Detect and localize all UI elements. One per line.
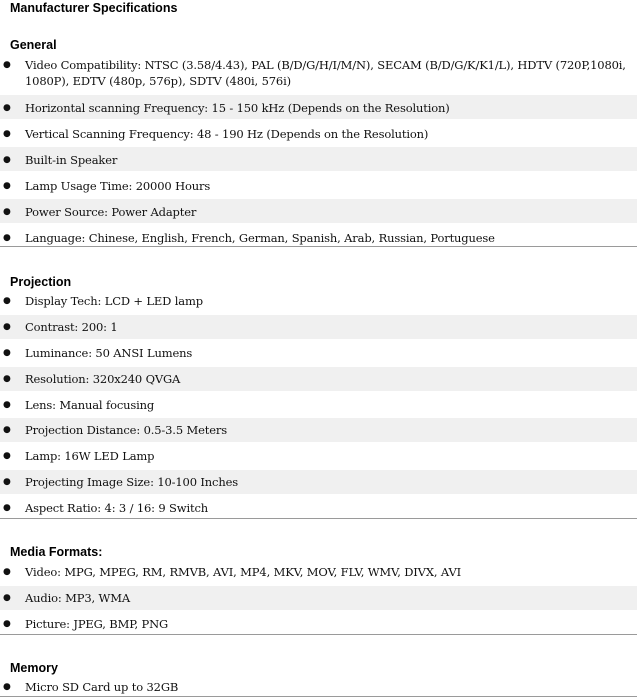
spec-item: [0, 199, 637, 223]
spec-item-text: Vertical Scanning Frequency: 48 - 190 Hz (Depends on the Resolution): [25, 127, 429, 141]
bullet-icon: ●: [3, 477, 11, 487]
spec-item-text: Projecting Image Size: 10-100 Inches: [25, 475, 238, 489]
spec-item-text: Resolution: 320x240 QVGA: [25, 372, 181, 386]
section-divider: [0, 634, 637, 635]
section-heading-media-formats: Media Formats:: [10, 545, 103, 559]
bullet-icon: ●: [3, 129, 11, 139]
bullet-icon: ●: [3, 296, 11, 306]
spec-item: [0, 95, 637, 119]
bullet-icon: ●: [3, 425, 11, 435]
spec-item: [0, 393, 637, 417]
spec-item-text: Luminance: 50 ANSI Lumens: [25, 346, 193, 360]
spec-item: [0, 444, 637, 468]
spec-item-text: Projection Distance: 0.5-3.5 Meters: [25, 423, 227, 437]
spec-item-text: Language: Chinese, English, French, German, Spanish, Arab, Russian, Portuguese: [25, 231, 495, 245]
spec-item-text: Video: MPG, MPEG, RM, RMVB, AVI, MP4, MKV, MOV, FLV, WMV, DIVX, AVI: [25, 565, 462, 579]
spec-item-text: Picture: JPEG, BMP, PNG: [25, 617, 169, 631]
bullet-icon: ●: [3, 60, 11, 70]
spec-item-text: Power Source: Power Adapter: [25, 205, 197, 219]
section-divider: [0, 696, 637, 697]
bullet-icon: ●: [3, 374, 11, 384]
spec-item: [0, 315, 637, 339]
spec-item: [0, 121, 637, 145]
bullet-icon: ●: [3, 155, 11, 165]
bullet-icon: ●: [3, 567, 11, 577]
section-divider: [0, 246, 637, 247]
bullet-icon: ●: [3, 103, 11, 113]
spec-item: [0, 612, 637, 633]
bullet-icon: ●: [3, 593, 11, 603]
spec-item-text: Lens: Manual focusing: [25, 398, 155, 412]
section-heading-general: General: [10, 38, 57, 52]
spec-item: [0, 470, 637, 494]
spec-item-text: Lamp: 16W LED Lamp: [25, 449, 155, 463]
spec-item: [0, 586, 637, 610]
spec-item: [0, 367, 637, 391]
spec-item: [0, 677, 637, 695]
bullet-icon: ●: [3, 682, 11, 692]
spec-item: [0, 147, 637, 171]
spec-item: [0, 173, 637, 197]
section-heading-memory: Memory: [10, 661, 58, 675]
spec-item-text: Contrast: 200: 1: [25, 320, 118, 334]
spec-item: [0, 289, 637, 313]
bullet-icon: ●: [3, 503, 11, 513]
page-title: Manufacturer Specifications: [10, 1, 178, 15]
bullet-icon: ●: [3, 451, 11, 461]
section-divider: [0, 518, 637, 519]
spec-item: [0, 560, 637, 584]
spec-item-text: Audio: MP3, WMA: [25, 591, 130, 605]
bullet-icon: ●: [3, 233, 11, 243]
spec-item-text: Video Compatibility: NTSC (3.58/4.43), PAL (B/D/G/H/I/M/N), SECAM (B/D/G/K/K1/L), HDTV (720P,1080i, 1080P), EDTV (480p, 576p), SDTV (480i, 576i): [25, 58, 626, 88]
spec-item-text: Aspect Ratio: 4: 3 / 16: 9 Switch: [25, 501, 209, 515]
spec-item: [0, 225, 637, 245]
spec-item-text: Horizontal scanning Frequency: 15 - 150 kHz (Depends on the Resolution): [25, 101, 450, 115]
section-heading-projection: Projection: [10, 275, 72, 289]
bullet-icon: ●: [3, 348, 11, 358]
spec-item-text: Micro SD Card up to 32GB: [25, 680, 179, 694]
spec-item-text: Built-in Speaker: [25, 153, 118, 167]
spec-item: [0, 418, 637, 442]
spec-item-text: Display Tech: LCD + LED lamp: [25, 294, 203, 308]
spec-item: [0, 55, 637, 91]
spec-item: [0, 341, 637, 365]
spec-item-text: Lamp Usage Time: 20000 Hours: [25, 179, 211, 193]
bullet-icon: ●: [3, 322, 11, 332]
bullet-icon: ●: [3, 181, 11, 191]
bullet-icon: ●: [3, 207, 11, 217]
bullet-icon: ●: [3, 619, 11, 629]
spec-item: [0, 496, 637, 516]
bullet-icon: ●: [3, 400, 11, 410]
